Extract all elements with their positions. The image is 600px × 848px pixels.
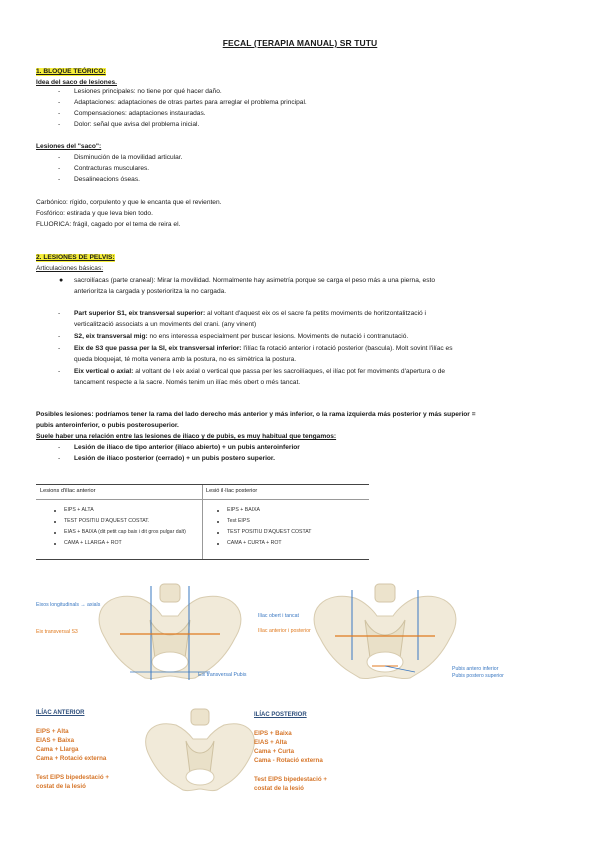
dash: - xyxy=(58,310,61,317)
axis-item xyxy=(74,310,426,318)
table-cell: TEST POSITIU D'AQUEST COSTAT. xyxy=(64,518,150,524)
bullet-dot xyxy=(217,521,219,523)
posibles-line: pubis anteroinferior, o pubis posterosuperior. xyxy=(36,422,179,429)
axis-item xyxy=(74,333,408,341)
list-item: Dolor: señal que avisa del problema inicial. xyxy=(74,121,200,128)
iliac-anterior-line: EIPS + Alta xyxy=(36,728,69,735)
table-cell: EIPS + ALTA xyxy=(64,507,94,513)
list-item: Contracturas musculares. xyxy=(74,165,150,172)
dash: - xyxy=(58,368,61,375)
axis-item xyxy=(74,368,445,376)
type-line: FLUORICA: frágil, cagado por el tema de reira el. xyxy=(36,221,181,228)
iliac-anterior-heading: ILÍAC ANTERIOR xyxy=(36,710,85,716)
axis-text: l'ilíac fa rotació anterior i rotació posterior (bascula). Molt sovint l'ilíac es xyxy=(241,345,453,352)
relacion-item: Lesión de ilíaco posterior (cerrado) + un pubis postero superior. xyxy=(74,455,275,462)
iliac-posterior-line: EIPS + Baixa xyxy=(254,730,292,737)
iliac-anterior-line: EIAS + Baixa xyxy=(36,737,75,744)
axis-lead: S2, eix transversal mig: xyxy=(74,333,148,340)
list-item: Lesiones principales: no tiene por qué hacer daño. xyxy=(74,88,222,95)
posibles-line: Posibles lesiones: podríamos tener la rama del lado derecho más anterior y más inferior, o la rama izquierda más posterior y más superior = xyxy=(36,411,476,418)
bullet-dot xyxy=(217,543,219,545)
sacro-line: anteriorítza la cargada y posterioritza la no cargada. xyxy=(74,288,227,295)
bullet-dot xyxy=(217,532,219,534)
iliac-anterior-test: costat de la lesió xyxy=(36,783,86,790)
relacion-line: Suele haber una relación entre las lesiones de ilíaco y de pubis, es muy habitual que tengamos: xyxy=(36,433,337,440)
pelvis-axes-figure xyxy=(0,580,600,690)
dash: - xyxy=(58,99,61,106)
table-divider xyxy=(202,485,203,559)
iliac-anterior-test: Test EIPS bipedestació + xyxy=(36,774,109,781)
figure-label: Eix transversal Pubis xyxy=(198,672,247,678)
iliac-posterior-heading: ILÍAC POSTERIOR xyxy=(254,712,307,718)
axis-text-cont: verticalització associats a un moviments del crani. (any vinent) xyxy=(74,321,257,328)
iliac-posterior-line: EIAS + Alta xyxy=(254,739,287,746)
bullet-dot xyxy=(54,510,56,512)
iliac-anterior-line: Cama + Llarga xyxy=(36,746,79,753)
dash: - xyxy=(58,333,61,340)
comparison-table xyxy=(36,484,369,560)
table-cell: Test EIPS xyxy=(227,518,250,524)
pelvis-illustration-center xyxy=(146,709,255,791)
figure-label: Pubis antero inferior Pubis postero superior xyxy=(452,666,504,679)
bullet-dot xyxy=(54,521,56,523)
pelvis-illustration-right xyxy=(314,584,456,679)
table-header-rule xyxy=(36,499,369,500)
axis-lead: Part superior S1, eix transversal superior: xyxy=(74,310,206,317)
axis-lead: Eix de S3 que passa per la SI, eix transversal inferior: xyxy=(74,345,242,352)
lesiones-heading: Lesiones del "saco": xyxy=(36,143,102,150)
bullet-dot: ● xyxy=(59,277,64,284)
table-cell: EIAS + BAIXA (dit petit cap baix i dit gros pulgar dalt) xyxy=(64,529,186,535)
bullet-dot xyxy=(54,532,56,534)
type-line: Fosfórico: estirada y que leva bien todo. xyxy=(36,210,153,217)
dash: - xyxy=(58,176,61,183)
section-heading-1: 1. BLOQUE TEÓRICO: xyxy=(36,68,106,75)
axis-text: no ens interessa especialment per buscar lesions. Moviments de nutació i contranutació. xyxy=(147,333,409,340)
section-heading-2: 2. LESIONES DE PELVIS: xyxy=(36,254,115,261)
axis-text: al voltant de l eix axial o vertical que passa per les sacroilíaques, el ilíac pot fer moviments d'apertura o de xyxy=(133,368,446,375)
relacion-item: Lesión de ilíaco de tipo anterior (ilíaco abierto) + un pubis anteroinferior xyxy=(74,444,300,451)
axis-lead: Eix vertical o axial: xyxy=(74,368,134,375)
table-cell: CAMA + CURTA + ROT xyxy=(227,540,282,546)
list-item: Compensaciones: adaptaciones instauradas. xyxy=(74,110,206,117)
list-item: Disminución de la movilidad articular. xyxy=(74,154,183,161)
dash: - xyxy=(58,345,61,352)
dash: - xyxy=(58,88,61,95)
figure-label: Eix transversal S3 xyxy=(36,629,78,635)
figure-label: Ilíac obert i tancat xyxy=(258,613,299,619)
axis-item xyxy=(74,345,453,353)
list-item: Desalineacions óseas. xyxy=(74,176,140,183)
idea-heading: Idea del saco de lesiones. xyxy=(36,79,117,86)
dash: - xyxy=(58,154,61,161)
page-title: FECAL (TERAPIA MANUAL) SR TUTU xyxy=(222,38,378,48)
dash: - xyxy=(58,444,61,451)
figure-label: Ilíac anterior i posterior xyxy=(258,628,311,634)
bullet-dot xyxy=(217,510,219,512)
iliac-posterior-test: costat de la lesió xyxy=(254,785,304,792)
axis-text: al voltant d'aquest eix os el sacre fa petits moviments de horitzontalització i xyxy=(205,310,426,317)
dash: - xyxy=(58,121,61,128)
type-line: Carbónico: rígido, corpulento y que le encanta que el revienten. xyxy=(36,199,222,206)
dash: - xyxy=(58,110,61,117)
axis-text-cont: tancament respecte a la sacre. Només tenim un ilíac més obert o més tancat. xyxy=(74,379,301,386)
table-cell: CAMA + LLARGA + ROT xyxy=(64,540,122,546)
iliac-posterior-line: Cama + Curta xyxy=(254,748,295,755)
sacro-line: sacroilíacas (parte craneal): Mirar la movilidad. Normalmente hay asimetría porque se carga el peso más a una pierna, esto xyxy=(74,277,435,284)
table-cell: EIPS + BAIXA xyxy=(227,507,261,513)
figure-label: Eixos longitudinals → axials xyxy=(36,602,101,608)
iliac-posterior-test: Test EIPS bipedestació + xyxy=(254,776,327,783)
table-header: Lesió il·líac posterior xyxy=(206,488,258,494)
iliac-anterior-line: Cama + Rotació externa xyxy=(36,755,107,762)
iliac-posterior-line: Cama - Rotació externa xyxy=(254,757,323,764)
dash: - xyxy=(58,455,61,462)
list-item: Adaptaciones: adaptaciones de otras partes para arreglar el problema principal. xyxy=(74,99,307,106)
axis-text-cont: queda bloquejat, té molta venera amb la postura, no es simètrica la postura. xyxy=(74,356,297,363)
articulaciones-heading: Articulaciones básicas: xyxy=(36,265,104,272)
table-cell: TEST POSITIU D'AQUEST COSTAT xyxy=(227,529,312,535)
dash: - xyxy=(58,165,61,172)
table-header: Lesions d'ilíac anterior xyxy=(40,488,96,494)
pelvis-illustration-left xyxy=(99,584,241,680)
bullet-dot xyxy=(54,543,56,545)
